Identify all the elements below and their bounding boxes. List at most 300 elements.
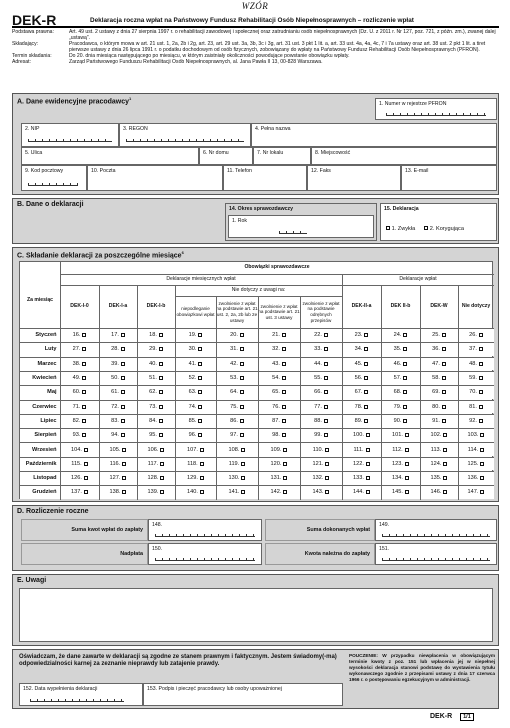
checkbox-cell[interactable]: 118. [176, 457, 216, 470]
checkbox-icon [366, 462, 370, 466]
checkbox-cell[interactable]: 116. [100, 457, 137, 470]
checkbox-icon [443, 462, 447, 466]
checkbox-icon [364, 405, 368, 409]
checkbox-icon [159, 333, 163, 337]
form-meta [12, 29, 499, 66]
checkbox-cell[interactable]: 33. [301, 343, 342, 356]
meta-key: Składający: [12, 41, 39, 48]
month-label: Wrzesień [20, 443, 60, 456]
field-remarks[interactable] [19, 588, 493, 642]
checkbox-icon [82, 333, 86, 337]
checkbox-cell[interactable]: 71. [61, 400, 99, 413]
checkbox-cell[interactable]: 106. [138, 443, 175, 456]
checkbox-cell[interactable]: 114. [459, 443, 494, 456]
checkbox-icon [403, 405, 407, 409]
field-full-name[interactable]: 4. Pełna nazwa [251, 123, 497, 147]
checkbox-cell[interactable]: 95. [138, 429, 175, 442]
checkbox-icon [443, 433, 447, 437]
meta-value: Zarząd Państwowego Funduszu Rehabilitacji Osób Niepełnosprawnych, al. Jana Pawła II 13, 00-828 Warszawa. [69, 59, 323, 66]
column-header: Nie dotyczy [461, 302, 491, 309]
checkbox-cell[interactable]: 31. [217, 343, 258, 356]
checkbox-cell[interactable]: 53. [217, 371, 258, 384]
checkbox-icon [198, 376, 202, 380]
field-apartment-number[interactable]: 7. Nr lokalu [253, 147, 311, 165]
checkbox-cell[interactable]: 133. [343, 472, 381, 485]
field-email[interactable]: 13. E-mail [401, 165, 497, 191]
field-fill-date[interactable]: 152. Data wypełnienia deklaracji [19, 683, 143, 706]
checkbox-cell[interactable]: 145. [382, 486, 420, 499]
checkbox-cell[interactable]: 142. [259, 486, 300, 499]
checkbox-icon [366, 448, 370, 452]
checkbox-cell[interactable]: 97. [217, 429, 258, 442]
checkbox-icon [160, 462, 164, 466]
checkbox-cell[interactable]: 113. [421, 443, 458, 456]
checkbox-icon [364, 333, 368, 337]
checkbox-icon [82, 347, 86, 351]
checkbox-cell[interactable]: 107. [176, 443, 216, 456]
checkbox-cell[interactable]: 122. [343, 457, 381, 470]
checkbox-icon [442, 390, 446, 394]
checkbox-cell[interactable]: 91. [421, 414, 458, 427]
checkbox-icon [403, 390, 407, 394]
checkbox-icon [324, 390, 328, 394]
checkbox-cell[interactable]: 50. [100, 371, 137, 384]
checkbox-cell[interactable]: 52. [176, 371, 216, 384]
field-151[interactable]: 151. [375, 543, 497, 565]
checkbox-icon [121, 390, 125, 394]
field-regon[interactable]: 3. REGON [119, 123, 251, 147]
checkbox-icon [240, 405, 244, 409]
checkbox-cell[interactable]: 75. [217, 400, 258, 413]
header-nie-dotyczy: Nie dotyczy z uwagi na: [231, 286, 286, 293]
grid-line [20, 457, 494, 458]
checkbox-cell[interactable]: 48. [459, 357, 494, 370]
checkbox-icon [443, 490, 447, 494]
grid-line [20, 357, 494, 358]
checkbox-cell[interactable]: 135. [421, 472, 458, 485]
checkbox-cell[interactable]: 18. [138, 329, 175, 342]
checkbox-cell[interactable]: 119. [217, 457, 258, 470]
checkbox-icon [366, 476, 370, 480]
checkbox-cell[interactable]: 141. [217, 486, 258, 499]
checkbox-icon [442, 362, 446, 366]
checkbox-cell[interactable]: 125. [459, 457, 494, 470]
meta-value: Do 20. dnia miesiąca następującego po miesiącu, w którym zaistniały okoliczności powodujące powstanie obowiązku wpłaty. [69, 53, 350, 60]
checkbox-icon [240, 362, 244, 366]
checkbox-icon [198, 405, 202, 409]
checkbox-icon [324, 362, 328, 366]
checkbox-cell[interactable]: 28. [100, 343, 137, 356]
checkbox-cell[interactable]: 42. [217, 357, 258, 370]
checkbox-cell[interactable]: 121. [301, 457, 342, 470]
month-label: Maj [20, 386, 60, 399]
checkbox-cell[interactable]: 58. [421, 371, 458, 384]
checkbox-cell[interactable]: 19. [176, 329, 216, 342]
checkbox-icon [282, 433, 286, 437]
checkbox-icon [122, 462, 126, 466]
field-149[interactable]: 149. [375, 519, 497, 541]
header-za-miesiac: Za miesiąc [26, 297, 54, 304]
checkbox-cell[interactable]: 83. [100, 414, 137, 427]
checkbox-cell[interactable]: 84. [138, 414, 175, 427]
label-overpayment: Nadpłata [21, 543, 148, 565]
checkbox-cell[interactable]: 92. [459, 414, 494, 427]
checkbox-cell[interactable]: 26. [459, 329, 494, 342]
field-reporting-period: 14. Okres sprawozdawczy 1. Rok [225, 203, 377, 241]
field-street[interactable]: 5. Ulica [21, 147, 199, 165]
checkbox-icon [121, 362, 125, 366]
checkbox-icon [282, 405, 286, 409]
checkbox-cell[interactable]: 55. [301, 371, 342, 384]
field-declaration-type: 15. Deklaracja 1. Zwykła 2. Korygująca [380, 203, 497, 241]
checkbox-icon [198, 433, 202, 437]
checkbox-cell[interactable]: 66. [301, 386, 342, 399]
checkbox-cell[interactable]: 111. [343, 443, 381, 456]
monthly-table [19, 261, 493, 499]
checkbox-icon [160, 448, 164, 452]
header-dekl-mies: Deklaracje miesięcznych wpłat [166, 275, 236, 282]
checkbox-cell[interactable]: 94. [100, 429, 137, 442]
section-d-title: D. Rozliczenie roczne [17, 508, 89, 515]
checkbox-icon [325, 476, 329, 480]
checkbox-cell[interactable]: 82. [61, 414, 99, 427]
checkbox-cell[interactable]: 115. [61, 457, 99, 470]
checkbox-cell[interactable]: 137. [61, 486, 99, 499]
checkbox-cell[interactable]: 78. [343, 400, 381, 413]
grid-line [20, 471, 494, 472]
checkbox-icon [479, 362, 483, 366]
checkbox-cell[interactable]: 30. [176, 343, 216, 356]
checkbox-icon [240, 419, 244, 423]
checkbox-icon [282, 376, 286, 380]
checkbox-cell[interactable]: 37. [459, 343, 494, 356]
checkbox-icon [121, 433, 125, 437]
checkbox-icon [82, 405, 86, 409]
checkbox-cell[interactable]: 27. [61, 343, 99, 356]
checkbox-cell[interactable]: 39. [100, 357, 137, 370]
checkbox-icon [442, 333, 446, 337]
checkbox-icon [405, 448, 409, 452]
checkbox-cell[interactable]: 108. [217, 443, 258, 456]
checkbox-cell[interactable]: 140. [176, 486, 216, 499]
meta-key: Podstawa prawna: [12, 29, 54, 35]
checkbox-cell[interactable]: 72. [100, 400, 137, 413]
checkbox-icon [121, 333, 125, 337]
meta-key: Termin składania: [12, 53, 52, 60]
checkbox-cell[interactable]: 104. [61, 443, 99, 456]
checkbox-cell[interactable]: 102. [421, 429, 458, 442]
field-150[interactable]: 150. [148, 543, 262, 565]
checkbox-icon [325, 462, 329, 466]
checkbox-cell[interactable]: 132. [301, 472, 342, 485]
field-148[interactable]: 148. [148, 519, 262, 541]
checkbox-cell[interactable]: 20. [217, 329, 258, 342]
checkbox-icon [325, 448, 329, 452]
checkbox-icon [121, 347, 125, 351]
checkbox-cell[interactable]: 93. [61, 429, 99, 442]
checkbox-cell[interactable]: 35. [382, 343, 420, 356]
checkbox-icon [241, 476, 245, 480]
checkbox-cell[interactable]: 79. [382, 400, 420, 413]
checkbox-icon [479, 376, 483, 380]
checkbox-cell[interactable]: 62. [138, 386, 175, 399]
month-label: Październik [20, 457, 60, 470]
checkbox-cell[interactable]: 69. [421, 386, 458, 399]
footer-code: DEK-R 1/1 [430, 713, 474, 720]
checkbox-cell[interactable]: 86. [217, 414, 258, 427]
checkbox-icon [283, 462, 287, 466]
grid-line [20, 385, 494, 386]
checkbox-icon [479, 405, 483, 409]
section-c [12, 247, 499, 502]
checkbox-cell[interactable]: 89. [343, 414, 381, 427]
checkbox-cell[interactable]: 60. [61, 386, 99, 399]
checkbox-cell[interactable]: 109. [259, 443, 300, 456]
checkbox-cell[interactable]: 17. [100, 329, 137, 342]
field-phone[interactable]: 11. Telefon [223, 165, 307, 191]
checkbox-icon [324, 333, 328, 337]
meta-value: Art. 49 ust. 2 ustawy z dnia 27 sierpnia 1997 r. o rehabilitacji zawodowej i społecznej oraz zatrudnianiu osób niepełnosprawnych (Dz. U. z 2011 r. Nr 127, poz. 721, z późn. zm.), zwanej dalej „ustawą”. [69, 29, 496, 42]
form-title: Deklaracja roczna wpłat na Państwowy Fundusz Rehabilitacji Osób Niepełnosprawnych – rozliczenie wpłat [90, 17, 414, 24]
checkbox-cell[interactable]: 61. [100, 386, 137, 399]
month-label: Luty [20, 343, 60, 356]
header-divider [12, 26, 499, 28]
field-nip[interactable]: 2. NIP [21, 123, 119, 147]
grid-line [20, 414, 494, 415]
checkbox-cell[interactable]: 38. [61, 357, 99, 370]
checkbox-icon [84, 476, 88, 480]
checkbox-cell[interactable]: 110. [301, 443, 342, 456]
form-code: DEK-R [12, 12, 57, 28]
checkbox-cell[interactable]: 127. [100, 472, 137, 485]
checkbox-cell[interactable]: 103. [459, 429, 494, 442]
section-c-title: C. Składanie deklaracji za poszczególne miesiące$^6$ [17, 250, 184, 260]
checkbox-cell[interactable]: 44. [301, 357, 342, 370]
checkbox-cell[interactable]: 47. [421, 357, 458, 370]
checkbox-cell[interactable]: 22. [301, 329, 342, 342]
checkbox-icon [364, 376, 368, 380]
checkbox-icon [480, 476, 484, 480]
checkbox-icon [442, 347, 446, 351]
checkbox-cell[interactable]: 98. [259, 429, 300, 442]
checkbox-cell[interactable]: 138. [100, 486, 137, 499]
checkbox-cell[interactable]: 85. [176, 414, 216, 427]
checkbox-cell[interactable]: 40. [138, 357, 175, 370]
checkbox-cell[interactable]: 101. [382, 429, 420, 442]
grid-line [20, 342, 494, 343]
checkbox-cell[interactable]: 65. [259, 386, 300, 399]
column-header: zwolnienie z wpłat na podstawie art. 21 ust. 2, 2a, 2b lub 2e ustawy [216, 300, 258, 323]
checkbox-cell[interactable]: 129. [176, 472, 216, 485]
checkbox-cell[interactable]: 23. [343, 329, 381, 342]
checkbox-cell[interactable]: 112. [382, 443, 420, 456]
checkbox-icon [240, 347, 244, 351]
month-label: Listopad [20, 472, 60, 485]
checkbox-icon [479, 390, 483, 394]
checkbox-cell[interactable]: 32. [259, 343, 300, 356]
checkbox-cell[interactable]: 88. [301, 414, 342, 427]
checkbox-cell[interactable]: 68. [382, 386, 420, 399]
checkbox-cell[interactable]: 67. [343, 386, 381, 399]
checkbox-cell[interactable]: 124. [421, 457, 458, 470]
checkbox-icon [324, 347, 328, 351]
grid-line [20, 428, 494, 429]
checkbox-icon [386, 226, 390, 230]
checkbox-cell[interactable]: 51. [138, 371, 175, 384]
checkbox-icon [403, 347, 407, 351]
checkbox-cell[interactable]: 43. [259, 357, 300, 370]
checkbox-cell[interactable]: 74. [176, 400, 216, 413]
checkbox-cell[interactable]: 128. [138, 472, 175, 485]
checkbox-icon [198, 419, 202, 423]
checkbox-cell[interactable]: 49. [61, 371, 99, 384]
checkbox-cell[interactable]: 126. [61, 472, 99, 485]
checkbox-icon [364, 347, 368, 351]
month-label: Lipiec [20, 414, 60, 427]
checkbox-icon [159, 390, 163, 394]
checkbox-cell[interactable]: 29. [138, 343, 175, 356]
checkbox-icon [241, 448, 245, 452]
checkbox-icon [480, 448, 484, 452]
header-dekl-wplat: Deklaracje wpłat [399, 275, 437, 282]
checkbox-cell[interactable]: 136. [459, 472, 494, 485]
checkbox-icon [122, 476, 126, 480]
field-fax[interactable]: 12. Faks [307, 165, 401, 191]
checkbox-cell[interactable]: 45. [343, 357, 381, 370]
checkbox-cell[interactable]: 143. [301, 486, 342, 499]
checkbox-icon [364, 362, 368, 366]
checkbox-icon [159, 419, 163, 423]
checkbox-cell[interactable]: 131. [259, 472, 300, 485]
field-postal-code[interactable]: 9. Kod pocztowy [21, 165, 87, 191]
checkbox-cell[interactable]: 56. [343, 371, 381, 384]
checkbox-icon [122, 448, 126, 452]
meta-value: Pracodawca, o którym mowa w art. 21 ust. 1, 2a, 2b i 2g, art. 23, art. 29 ust. 3a, 3b, 3c i 3g, art. 31 ust. 3 pkt 1 lit. a, art. 33 ust. 4a, 4a, 4c, 7 i 7a ustawy oraz art. 38 ust. 2 pkt 1 lit. a tiret pierwsze ustawy z dnia 26 lipca 1991 r. o podatku dochodowym od osób fizycznych, zobowiązany do wpłaty na Państwowy Fundusz Rehabilitacji Osób Niepełnosprawnych (PFRON). [69, 41, 486, 54]
checkbox-cell[interactable]: 46. [382, 357, 420, 370]
checkbox-cell[interactable]: 34. [343, 343, 381, 356]
checkbox-icon [366, 490, 370, 494]
checkbox-icon [405, 433, 409, 437]
column-header: DEK-I-a [108, 302, 128, 309]
section-d [12, 505, 499, 571]
checkbox-icon [324, 376, 328, 380]
checkbox-cell[interactable]: 76. [259, 400, 300, 413]
checkbox-icon [159, 433, 163, 437]
checkbox-icon [160, 476, 164, 480]
checkbox-cell[interactable]: 21. [259, 329, 300, 342]
checkbox-cell[interactable]: 70. [459, 386, 494, 399]
checkbox-icon [121, 405, 125, 409]
checkbox-icon [282, 347, 286, 351]
field-pfron-number[interactable]: 1. Numer w rejestrze PFRON [375, 98, 497, 120]
checkbox-icon [84, 490, 88, 494]
checkbox-cell[interactable]: 73. [138, 400, 175, 413]
month-label: Czerwiec [20, 400, 60, 413]
checkbox-icon [405, 462, 409, 466]
checkbox-cell[interactable]: 146. [421, 486, 458, 499]
header-obowiazki: Obowiązki sprawozdawcze [244, 264, 310, 271]
checkbox-icon [198, 362, 202, 366]
checkbox-cell[interactable]: 117. [138, 457, 175, 470]
checkbox-icon [403, 362, 407, 366]
checkbox-cell[interactable]: 24. [382, 329, 420, 342]
checkbox-cell[interactable]: 63. [176, 386, 216, 399]
checkbox-cell[interactable]: 120. [259, 457, 300, 470]
column-header: DEK II-b [390, 302, 411, 309]
checkbox-cell[interactable]: 123. [382, 457, 420, 470]
checkbox-icon [241, 462, 245, 466]
field-city[interactable]: 8. Miejscowość [311, 147, 497, 165]
checkbox-cell[interactable]: 80. [421, 400, 458, 413]
checkbox-icon [364, 390, 368, 394]
checkbox-cell[interactable]: 57. [382, 371, 420, 384]
checkbox-cell[interactable]: 87. [259, 414, 300, 427]
section-a [12, 93, 499, 195]
checkbox-icon [122, 490, 126, 494]
field-signature[interactable]: 153. Podpis i pieczęć pracodawcy lub osoby upoważnionej [143, 683, 343, 706]
checkbox-icon [403, 376, 407, 380]
checkbox-icon [405, 476, 409, 480]
checkbox-icon [479, 347, 483, 351]
checkbox-cell[interactable]: 81. [459, 400, 494, 413]
field-year[interactable]: 1. Rok [228, 215, 374, 238]
checkbox-icon [282, 333, 286, 337]
grid-line [20, 485, 494, 486]
option-regular[interactable]: 1. Zwykła [385, 226, 415, 232]
checkbox-cell[interactable]: 77. [301, 400, 342, 413]
checkbox-cell[interactable]: 41. [176, 357, 216, 370]
checkbox-cell[interactable]: 134. [382, 472, 420, 485]
option-corrective[interactable]: 2. Korygująca [423, 226, 464, 232]
label-sum-paid: Suma dokonanych wpłat [265, 519, 375, 541]
checkbox-cell[interactable]: 64. [217, 386, 258, 399]
column-header: DEK-I-b [146, 302, 166, 309]
checkbox-cell[interactable]: 90. [382, 414, 420, 427]
checkbox-icon [443, 448, 447, 452]
checkbox-cell[interactable]: 105. [100, 443, 137, 456]
checkbox-cell[interactable]: 36. [421, 343, 458, 356]
checkbox-cell[interactable]: 99. [301, 429, 342, 442]
column-header: DEK-I-0 [70, 302, 89, 309]
checkbox-cell[interactable]: 16. [61, 329, 99, 342]
section-b-title: B. Dane o deklaracji [17, 201, 84, 208]
watermark-wzor: WZÓR [241, 1, 269, 11]
field-post-office[interactable]: 10. Poczta [87, 165, 223, 191]
checkbox-icon [283, 476, 287, 480]
checkbox-icon [424, 226, 428, 230]
checkbox-icon [283, 448, 287, 452]
checkbox-icon [198, 333, 202, 337]
checkbox-icon [403, 419, 407, 423]
section-b [12, 198, 499, 244]
checkbox-icon [121, 376, 125, 380]
checkbox-cell[interactable]: 139. [138, 486, 175, 499]
checkbox-cell[interactable]: 54. [259, 371, 300, 384]
label-amount-due: Kwota należna do zapłaty [265, 543, 375, 565]
checkbox-cell[interactable]: 144. [343, 486, 381, 499]
checkbox-icon [282, 390, 286, 394]
checkbox-cell[interactable]: 25. [421, 329, 458, 342]
checkbox-cell[interactable]: 96. [176, 429, 216, 442]
checkbox-cell[interactable]: 100. [343, 429, 381, 442]
month-label: Marzec [20, 357, 60, 370]
checkbox-cell[interactable]: 130. [217, 472, 258, 485]
checkbox-icon [121, 419, 125, 423]
checkbox-cell[interactable]: 147. [459, 486, 494, 499]
checkbox-cell[interactable]: 59. [459, 371, 494, 384]
field-house-number[interactable]: 6. Nr domu [199, 147, 253, 165]
checkbox-icon [405, 490, 409, 494]
